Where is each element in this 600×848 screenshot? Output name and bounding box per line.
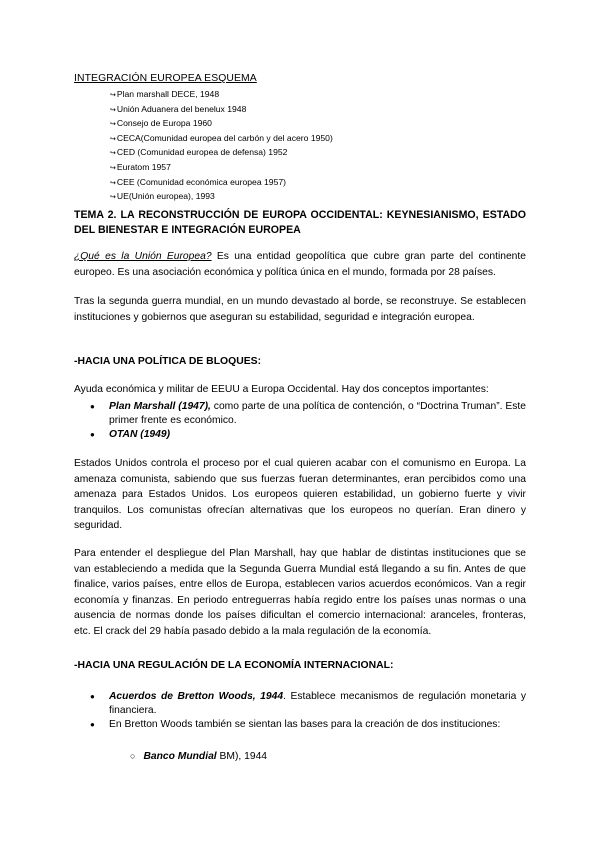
section-heading-regulacion: -HACIA UNA REGULACIÓN DE LA ECONOMÍA INTERNACIONAL: <box>74 660 394 671</box>
regulacion-bullets <box>74 690 526 732</box>
bullet-icon: ● <box>90 402 95 411</box>
tema-heading: TEMA 2. LA RECONSTRUCCIÓN DE EUROPA OCCIDENTAL: KEYNESIANISMO, ESTADO DEL BIENESTAR E INTEGRACIÓN EUROPEA <box>74 209 526 236</box>
sub-bullet-banco-mundial: ○ Banco Mundial BM), 1944 <box>130 751 268 762</box>
section-heading-bloques: -HACIA UNA POLÍTICA DE BLOQUES: <box>74 356 262 367</box>
list-item: ↪Plan marshall DECE, 1948 <box>110 89 220 99</box>
list-item: ↪Consejo de Europa 1960 <box>110 118 212 129</box>
arrow-icon: ↪ <box>110 135 116 143</box>
bloques-lead: Ayuda económica y militar de EEUU a Europa Occidental. Hay dos conceptos importantes: <box>74 384 489 395</box>
bloques-bullets <box>74 400 526 442</box>
arrow-icon: ↪ <box>110 164 116 172</box>
list-item: ↪CECA(Comunidad europea del carbón y del acero 1950) <box>110 132 333 143</box>
postwar-paragraph: Tras la segunda guerra mundial, en un mundo devastado al borde, se reconstruye. Se establecen instituciones y gobiernos que aseguran su estabilidad, seguridad e integración europea. <box>74 296 526 323</box>
list-item: ↪Unión Aduanera del benelux 1948 <box>110 103 247 114</box>
list-item: ● En Bretton Woods también se sientan las bases para la creación de dos instituciones: <box>90 719 501 730</box>
bullet-icon: ● <box>90 430 95 439</box>
bloques-paragraph-2: Para entender el despliegue del Plan Marshall, hay que hablar de distintas instituciones que se van estableciendo a medida que la Segunda Guerra Mundial está llegando a su fin. Antes de que finalice, varios países, entre ellos de Europa, establecen varios acuerdos económicos. Van a regir economía y finanzas. En periodo entreguerras había regido entre los países unas normas o una ausencia de normas donde los países dificultan el comercio internacional: aranceles, fronteras, etc. El crack del 29 había pasado debido a la mala regulación de la economía. <box>74 548 526 637</box>
list-item: ↪CED (Comunidad europea de defensa) 1952 <box>110 147 288 158</box>
intro-question: ¿Qué es la Unión Europea? <box>74 251 212 262</box>
schema-list <box>110 88 333 205</box>
arrow-icon: ↪ <box>110 150 116 158</box>
arrow-icon: ↪ <box>110 106 116 114</box>
schema-title: INTEGRACIÓN EUROPEA ESQUEMA <box>74 73 257 84</box>
bloques-paragraph-1: Estados Unidos controla el proceso por el cual quieren acabar con el comunismo en Europa. La amenaza comunista, sabiendo que sus fuerzas fueran determinantes, eran percibidos como una amenaza para Estados Unidos. Los europeos quieren estabilidad, un gobierno fuerte y vivir tranquilos. Los comunistas ofrecían alternativas que los europeos no querían. Eran dinero y seguridad. <box>74 458 526 532</box>
list-item: ● Acuerdos de Bretton Woods, 1944. Establece mecanismos de regulación monetaria y financiera. <box>90 691 526 716</box>
intro-answer: Es una entidad geopolítica que cubre gran parte del continente europeo. Es una asociación económica y política única en el mundo, formada por 28 países. <box>74 251 526 278</box>
list-item: ↪UE(Unión europea), 1993 <box>110 191 215 202</box>
list-item: ● Plan Marshall (1947), como parte de una política de contención, o “Doctrina Truman”. Este primer frente es económico. <box>90 401 526 426</box>
intro-paragraph <box>74 249 526 280</box>
bullet-icon: ● <box>90 720 95 729</box>
arrow-icon: ↪ <box>110 194 116 202</box>
bullet-icon: ● <box>90 692 95 701</box>
arrow-icon: ↪ <box>110 179 116 187</box>
circle-bullet-icon: ○ <box>130 751 136 761</box>
arrow-icon: ↪ <box>110 92 116 99</box>
list-item: ↪Euratom 1957 <box>110 161 171 172</box>
arrow-icon: ↪ <box>110 121 116 129</box>
list-item: ↪CEE (Comunidad económica europea 1957) <box>110 176 286 187</box>
list-item: ● OTAN (1949) <box>90 429 171 440</box>
